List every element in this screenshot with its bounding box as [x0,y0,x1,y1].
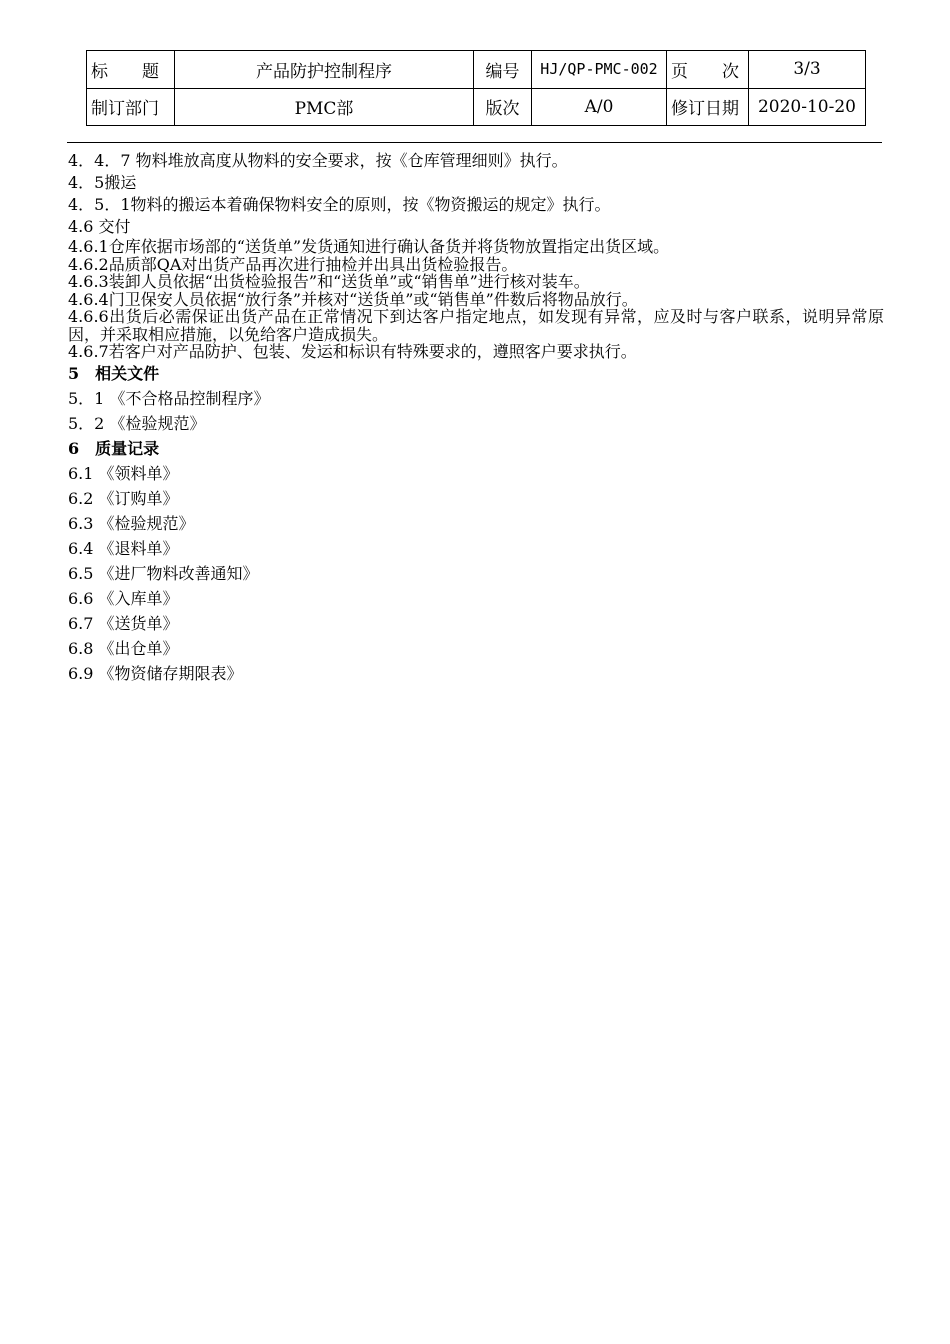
clause-4-5-1: 4．5．1物料的搬运本着确保物料安全的原则，按《物资搬运的规定》执行。 [68,195,611,214]
clause-4-6-7: 4.6.7若客户对产品防护、包装、发运和标识有特殊要求的，遵照客户要求执行。 [68,342,637,361]
clause-4-6-1: 4.6.1仓库依据市场部的“送货单”发货通知进行确认备货并将货物放置指定出货区域。 [68,237,670,256]
title-label: 标 题 [87,51,175,89]
document-body [68,150,884,686]
page-number: 3/3 [749,51,866,89]
code-label: 编号 [474,51,532,89]
clause-4-6-2: 4.6.2品质部QA对出货产品再次进行抽检并出具出货检验报告。 [68,254,518,274]
header-row-2 [87,88,866,126]
header-row-1 [87,51,866,89]
page-label: 页 次 [667,51,749,89]
record-item: 6.7 《送货单》 [68,613,179,633]
clause-4-6-6: 4.6.6出货后必需保证出货产品在正常情况下到达客户指定地点，如发现有异常，应及时与客户联系，说明异常原因，并采取相应措施，以免给客户造成损失。 [68,307,884,344]
document-code: HJ/QP-PMC-002 [532,51,667,89]
dept-value: PMC部 [175,88,474,126]
clause-4-4-7: 4．4．7 物料堆放高度从物料的安全要求，按《仓库管理细则》执行。 [68,151,568,170]
record-item: 6.8 《出仓单》 [68,638,179,658]
record-item: 6.2 《订购单》 [68,488,179,508]
clause-5-2: 5．2 《检验规范》 [68,413,206,433]
record-item: 6.1 《领料单》 [68,463,179,483]
document-title: 产品防护控制程序 [175,51,474,89]
revision-date-label: 修订日期 [667,88,749,126]
record-item: 6.4 《退料单》 [68,538,179,558]
clause-4-6-4: 4.6.4门卫保安人员依据“放行条”并核对“送货单”或“销售单”件数后将物品放行。 [68,289,638,309]
revision-date-value: 2020-10-20 [749,88,866,126]
clause-4-6-3: 4.6.3装卸人员依据“出货检验报告”和“送货单”或“销售单”进行核对装车。 [68,272,590,291]
clause-4-6: 4.6 交付 [68,217,131,236]
section-5-heading: 5 相关文件 [68,363,160,383]
dept-label: 制订部门 [87,88,175,126]
record-item: 6.9 《物资储存期限表》 [68,663,243,683]
version-label: 版次 [474,88,532,126]
record-item: 6.3 《检验规范》 [68,513,195,533]
record-item: 6.5 《进厂物料改善通知》 [68,563,259,583]
clause-4-5: 4．5搬运 [68,173,137,192]
clause-5-1: 5．1 《不合格品控制程序》 [68,388,270,408]
version-value: A/0 [532,88,667,126]
header-divider [67,142,882,143]
section-6-heading: 6 质量记录 [68,438,160,458]
record-item: 6.6 《入库单》 [68,588,179,608]
document-header-table [86,50,866,126]
